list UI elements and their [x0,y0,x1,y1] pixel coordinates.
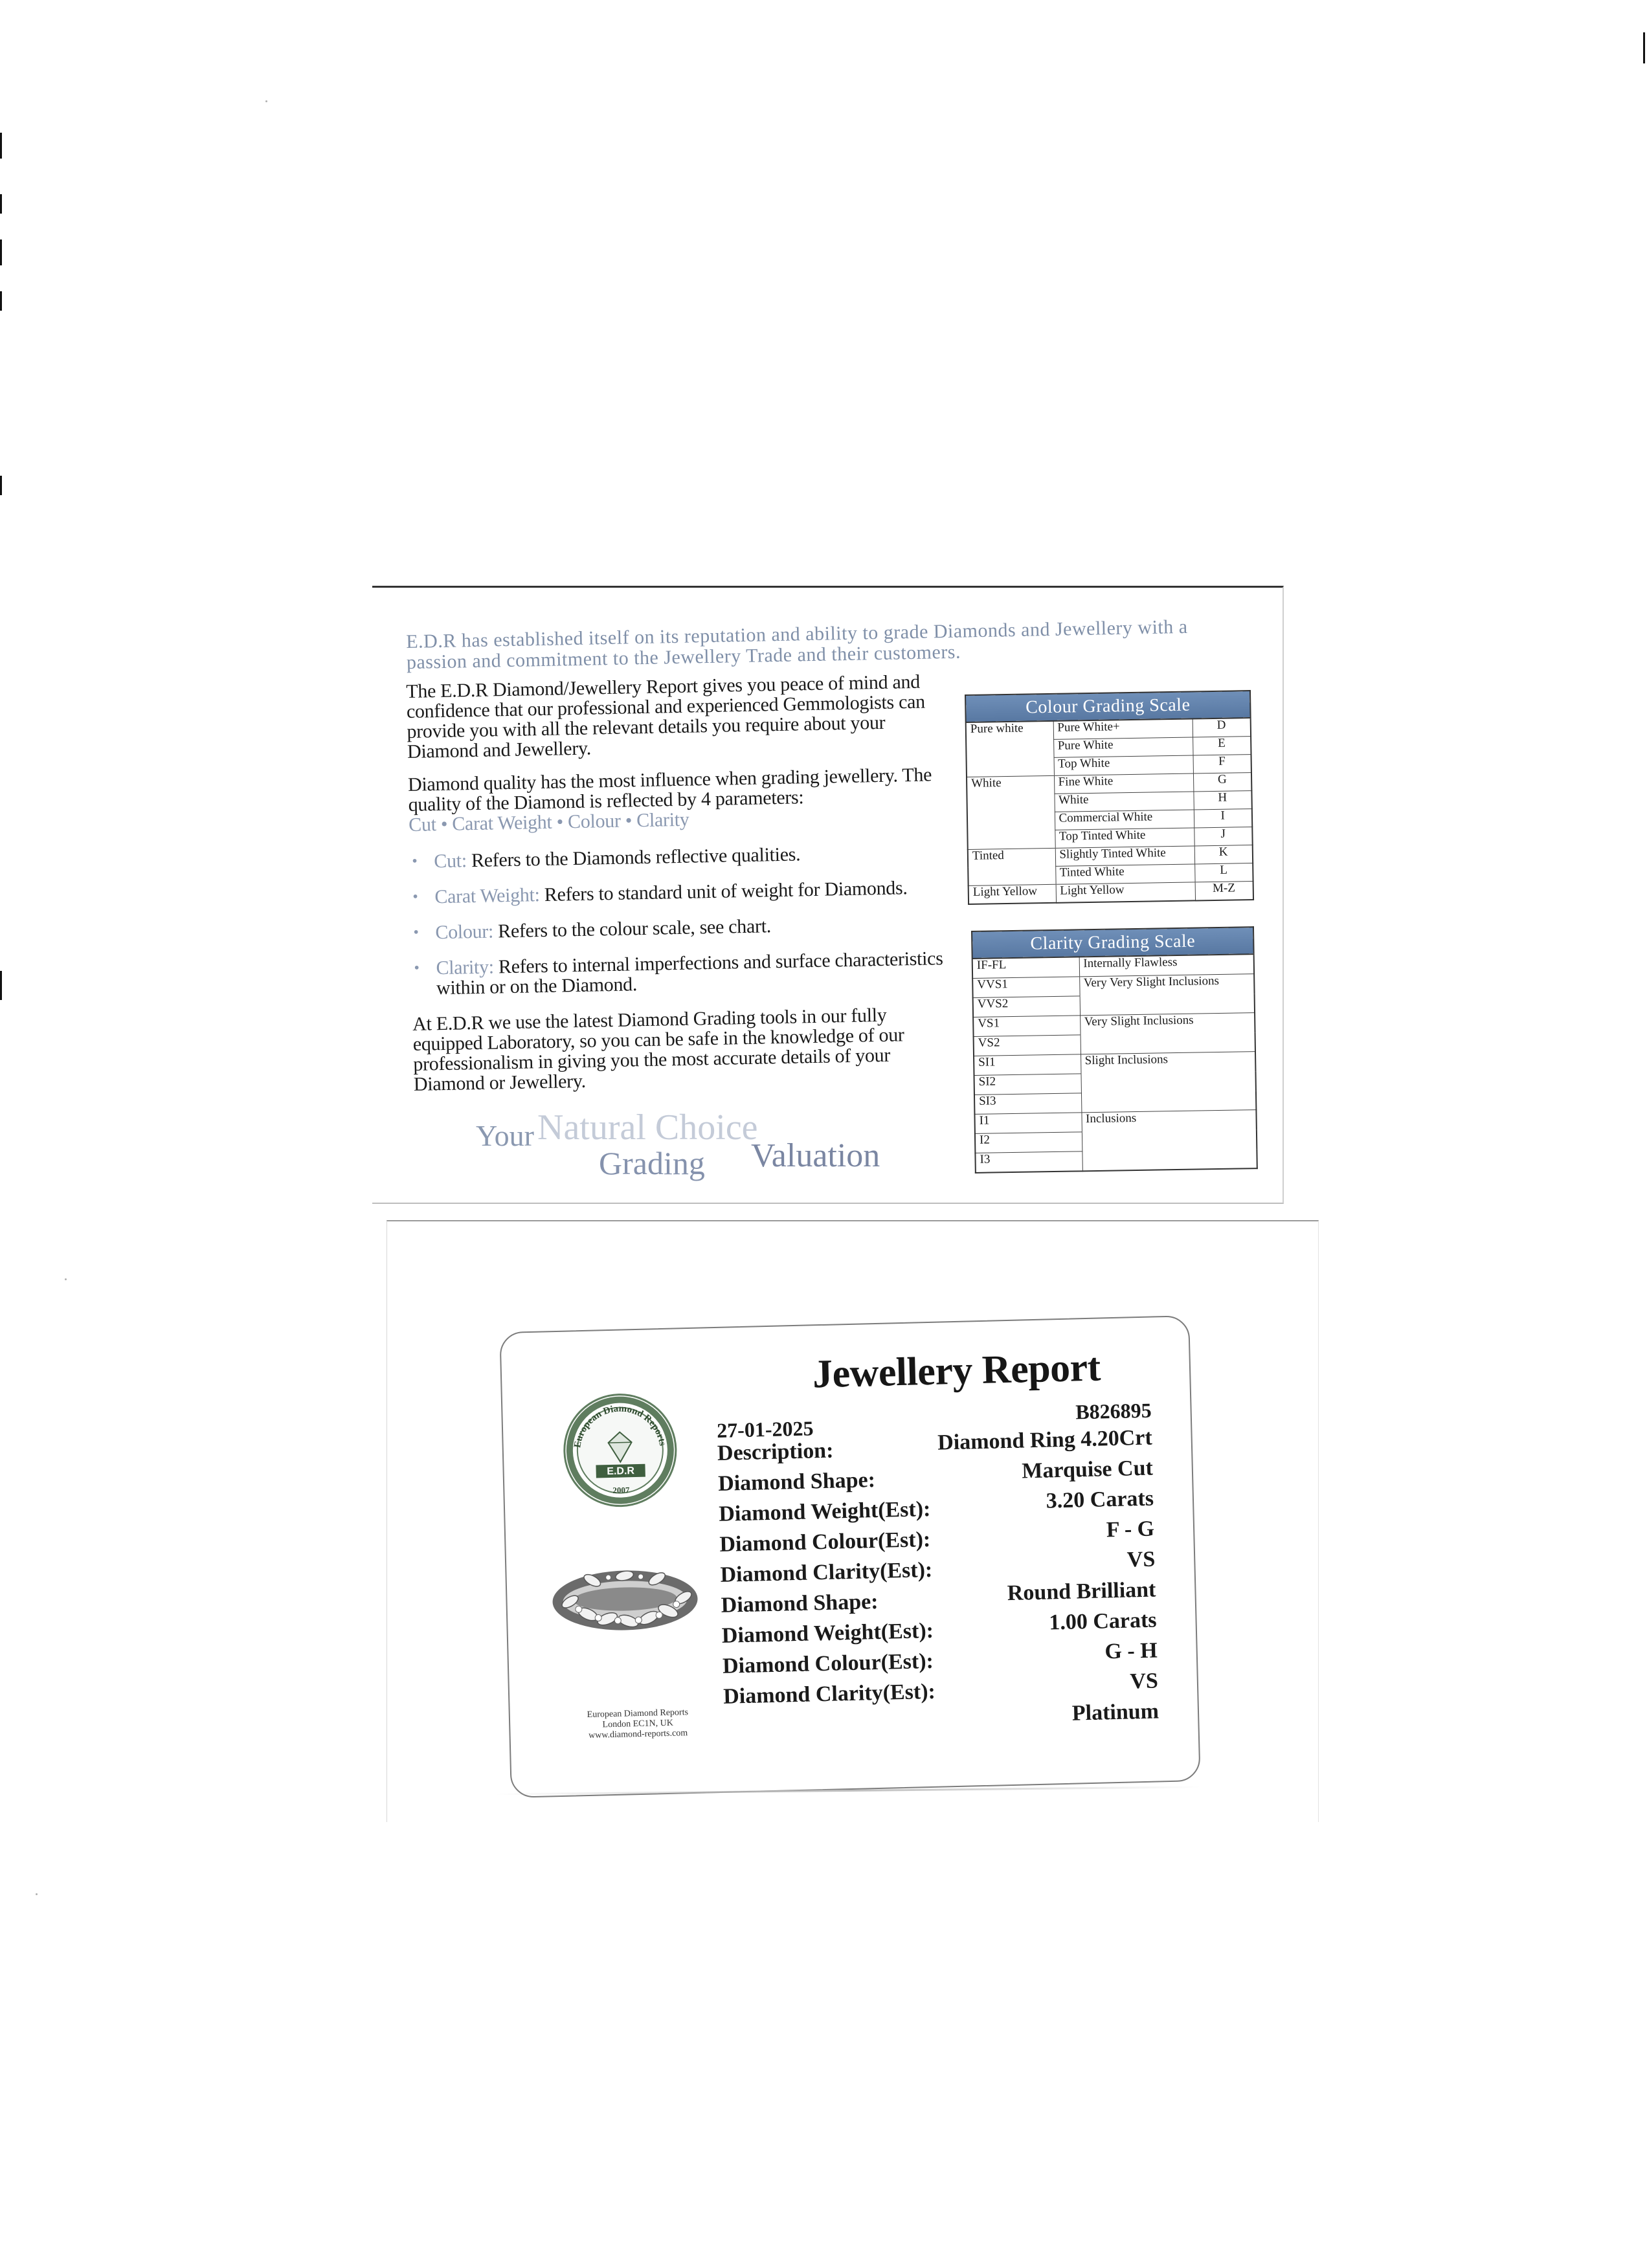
scan-speck [36,1893,38,1895]
clarity-description: Very Slight Inclusions [1080,1013,1255,1054]
bullet-dot-icon: • [412,852,418,870]
colour-name: Top Tinted White [1055,828,1194,848]
clarity-grade: IF-FL [972,957,1079,978]
clarity-grade: VVS2 [973,996,1080,1017]
bullet-text: Refers to the colour scale, see chart. [493,915,772,942]
bullet-text: Refers to standard unit of weight for Diamonds. [539,877,908,906]
intro-text: E.D.R has established itself on its reputation and ability to grade Diamonds and Jewellery with a passion and commitment to the Jewellery Trade and their customers. [405,616,1188,673]
jewellery-report-card [499,1315,1200,1798]
paragraph-report: The E.D.R Diamond/Jewellery Report gives you peace of mind and confidence that our professional and experienced Gemmologists can provide you with all the relevant details you require about your Diamond and Jewellery. [405,671,926,762]
colour-grade: G [1193,773,1251,792]
spec-value: VS [1129,1669,1159,1694]
colour-grade: I [1194,809,1252,828]
colour-grade: L [1194,863,1253,882]
colour-row [969,882,1253,904]
bullet-dot-icon: • [414,959,420,977]
clarity-grading-table [971,926,1258,1173]
clarity-grade: SI2 [974,1074,1081,1095]
colour-grade: F [1193,755,1251,773]
bullet-dot-icon: • [412,888,418,906]
bullet-clarity [411,948,967,998]
clarity-row [973,1013,1255,1037]
spec-value: 1.00 Carats [1048,1608,1157,1635]
bullet-term: Cut: [434,850,467,873]
colour-grade: H [1193,791,1251,810]
spec-value: Marquise Cut [1021,1456,1154,1484]
scan-edge-mark [1643,32,1645,63]
colour-grade: E [1193,737,1251,755]
clarity-grade: I2 [975,1132,1082,1153]
edr-seal-logo [561,1390,680,1509]
parameters-list: Cut • Carat Weight • Colour • Clarity [408,808,689,836]
colour-grade: J [1194,827,1252,846]
clarity-row [972,974,1254,998]
clarity-grade: I1 [974,1113,1081,1134]
clarity-description: Internally Flawless [1079,954,1254,977]
colour-name: Pure White [1053,737,1193,757]
spec-value: F - G [1106,1517,1155,1542]
colour-group: Pure white [966,721,1054,777]
clarity-grade: SI1 [974,1054,1081,1076]
seal-year-text: 2007 [612,1485,630,1495]
report-date: 27-01-2025 [716,1416,814,1442]
clarity-description: Very Very Slight Inclusions [1079,974,1255,1016]
scan-edge-mark [0,291,2,311]
scan-speck [265,100,267,102]
colour-name: White [1054,792,1193,812]
tagline-your: Your [476,1119,534,1152]
bullet-term: Colour: [435,920,494,944]
lab-address [557,1707,719,1742]
spec-value: VS [1126,1547,1156,1572]
bullet-text: Refers to internal imperfections and surface characteristics within or on the Diamond. [436,948,943,999]
spec-label: Diamond Shape: [721,1589,879,1618]
spec-label: Diamond Weight(Est): [721,1618,934,1648]
bullet-carat-weight [410,876,965,907]
tagline-natural-choice: Natural Choice [537,1107,758,1148]
scan-edge-mark [0,971,2,1000]
spec-value: G - H [1104,1638,1158,1664]
spec-label: Diamond Colour(Est): [719,1527,931,1557]
colour-table-title: Colour Grading Scale [965,691,1251,722]
clarity-description: Slight Inclusions [1081,1052,1256,1113]
clarity-grade: I3 [975,1151,1082,1173]
clarity-grade: SI3 [974,1093,1081,1115]
bullet-term: Clarity: [436,956,495,979]
spec-label: Diamond Shape: [717,1468,876,1496]
colour-group: White [967,775,1055,849]
spec-value: 3.20 Carats [1046,1486,1154,1513]
bullet-term: Carat Weight: [434,884,540,908]
colour-name: Commercial White [1055,810,1194,830]
colour-name: Light Yellow [1056,882,1195,903]
colour-name: Tinted White [1055,864,1194,884]
colour-name: Top White [1054,755,1193,775]
spec-label: Diamond Weight(Est): [718,1496,931,1526]
card-content [500,1317,1199,1797]
paragraph-quality [408,764,940,835]
tagline-valuation: Valuation [751,1137,880,1174]
spec-label: Description: [717,1438,834,1465]
colour-name: Pure White+ [1053,718,1193,739]
colour-grade: D [1193,718,1251,737]
spec-label: Diamond Clarity(Est): [723,1679,936,1709]
parameter-bullets [409,841,943,999]
quality-text: Diamond quality has the most influence when grading jewellery. The quality of the Diamond is reflected by 4 parameters: [407,764,932,816]
tagline-grading: Grading [599,1145,705,1181]
spec-label: Diamond Clarity(Est): [720,1557,933,1587]
address-line: London EC1N, UK [602,1718,674,1730]
scan-edge-mark [0,476,2,495]
spec-value: Platinum [1071,1699,1160,1726]
clarity-row [974,1052,1255,1076]
bullet-cut [409,841,965,871]
colour-grade: K [1194,845,1253,864]
address-line: www.diamond-reports.com [588,1728,688,1740]
card-title: Jewellery Report [812,1345,1101,1397]
scan-speck [65,1278,67,1280]
bullet-dot-icon: • [413,924,419,941]
clarity-description: Inclusions [1081,1110,1257,1172]
spec-value: Diamond Ring 4.20Crt [937,1425,1153,1455]
spec-value: Round Brilliant [1007,1577,1156,1606]
clarity-grade: VVS1 [972,977,1079,998]
colour-group: Light Yellow [969,884,1056,904]
colour-name: Fine White [1054,773,1193,794]
address-line: European Diamond Reports [587,1707,689,1720]
info-column [406,671,945,1107]
report-number: B826895 [1075,1398,1152,1424]
scan-edge-mark [0,133,2,159]
ring-photo [546,1552,704,1640]
info-leaflet [372,586,1284,1204]
clarity-row [974,1110,1256,1134]
spec-label: Diamond Colour(Est): [722,1649,934,1678]
scan-edge-mark [0,239,2,265]
seal-edr-text: E.D.R [607,1465,635,1478]
clarity-table-title: Clarity Grading Scale [972,927,1254,959]
scan-edge-mark [0,194,2,214]
colour-grading-table [965,690,1254,905]
clarity-grade: VS1 [973,1016,1080,1037]
clarity-grade: VS2 [974,1035,1081,1056]
tagline [476,1107,968,1196]
colour-grade: M-Z [1195,882,1253,901]
bullet-text: Refers to the Diamonds reflective qualities. [466,843,801,872]
paragraph-laboratory: At E.D.R we use the latest Diamond Grading tools in our fully equipped Laboratory, so you can be safe in the knowledge of our professionalism in giving you the most accurate details of your Diamond or Jewellery. [412,1004,904,1095]
seal-arc-text: European Diamond Reports [572,1403,668,1449]
bullet-colour [410,912,966,942]
colour-name: Slightly Tinted White [1055,846,1194,866]
colour-group: Tinted [968,848,1056,885]
